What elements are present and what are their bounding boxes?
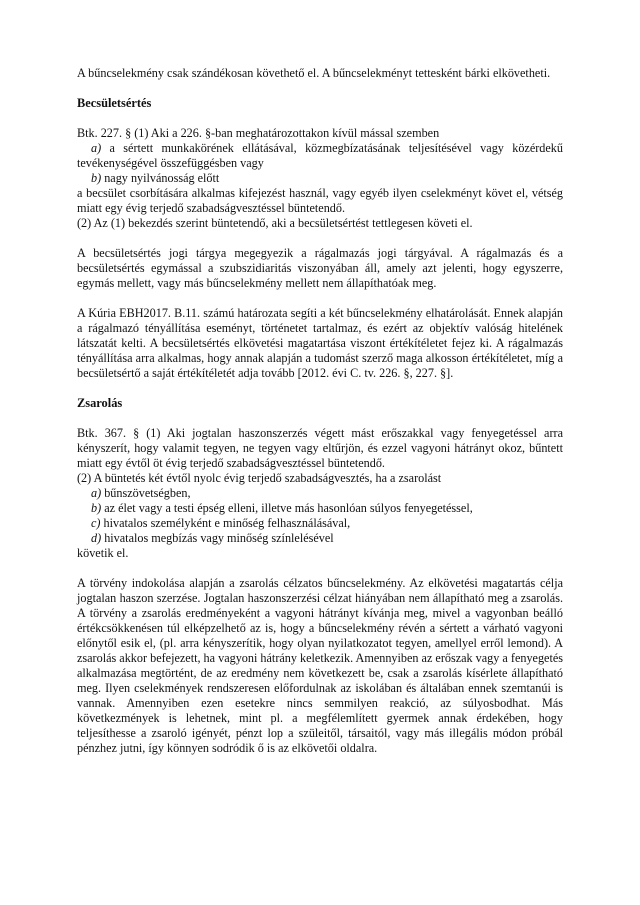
paragraph-jogi-targy: A becsületsértés jogi tárgya megegyezik a rágalmazás jogi tárgyával. A rágalmazás és a becsületsértés egymással a szubszidiaritás viszonyában áll, amely azt jelenti, hogy egyszerre, egymás mellett, vagy más bűncselekmény mellett nem állapíthatóak meg. xyxy=(77,246,563,290)
item-d-text: hivatalos megbízás vagy minőség színlelésével xyxy=(104,531,334,545)
law-367-paragraph-2: (2) A büntetés két évtől nyolc évig terjedő szabadságvesztés, ha a zsarolást xyxy=(77,471,442,485)
item-a-marker: a) xyxy=(91,486,102,500)
law-367-item-a xyxy=(77,486,563,501)
spacer xyxy=(77,291,563,306)
item-c-text: hivatalos személyként e minőség felhasználásával, xyxy=(103,516,351,530)
spacer xyxy=(77,81,563,96)
point-a-marker: a) xyxy=(91,141,102,155)
intro-paragraph: A bűncselekmény csak szándékosan követhető el. A bűncselekményt tettesként bárki elkövetheti. xyxy=(77,66,551,80)
item-b-text: az élet vagy a testi épség elleni, illetve más hasonlóan súlyos fenyegetéssel, xyxy=(104,501,473,515)
spacer xyxy=(77,111,563,126)
item-a-text: bűnszövetségben, xyxy=(104,486,191,500)
point-b-text: nagy nyilvánosság előtt xyxy=(104,171,220,185)
law-367-paragraph-1: Btk. 367. § (1) Aki jogtalan haszonszerzés végett mást erőszakkal vagy fenyegetéssel arra kényszerít, hogy valamit tegyen, ne tegyen vagy eltűrjön, és ezzel vagyoni hátrányt okoz, bűntett miatt egy évtől öt évig terjedő szabadságvesztéssel büntetendő. xyxy=(77,426,563,470)
spacer xyxy=(77,231,563,246)
zsarolas-law-text xyxy=(77,426,563,561)
law-227-rest: a becsület csorbítására alkalmas kifejezést használ, vagy egyéb ilyen cselekményt követ el, vétség miatt egy évig terjedő szabadságvesztéssel büntetendő. xyxy=(77,186,563,215)
item-c-marker: c) xyxy=(91,516,101,530)
heading-becsuletsertes: Becsületsértés xyxy=(77,96,152,110)
item-d-marker: d) xyxy=(91,531,102,545)
law-367-item-d xyxy=(77,531,563,546)
spacer xyxy=(77,411,563,426)
spacer xyxy=(77,381,563,396)
law-227-intro: Btk. 227. § (1) Aki a 226. §-ban meghatározottakon kívül mással szemben xyxy=(77,126,440,140)
spacer xyxy=(77,561,563,576)
item-b-marker: b) xyxy=(91,501,102,515)
law-367-item-c xyxy=(77,516,563,531)
law-227-paragraph-2: (2) Az (1) bekezdés szerint büntetendő, aki a becsületsértést tettlegesen követi el. xyxy=(77,216,473,230)
becsuletsertes-law-text xyxy=(77,126,563,231)
point-a-text: a sértett munkakörének ellátásával, közmegbízatásának teljesítésével vagy közérdekű tevékenységével összefüggésben vagy xyxy=(77,141,563,170)
paragraph-kuria: A Kúria EBH2017. B.11. számú határozata segíti a két bűncselekmény elhatárolását. Ennek alapján a rágalmazó tényállítása eseményt, történetet tartalmaz, és ezért az objektív valóság hitelének látszatát kelti. A becsületsértés elkövetési magatartása viszont értékítéletet fejez ki. A rágalmazás tényállítása arra alkalmas, hogy annak alapján a tudomást szerző maga alkosson értékítéletet, míg a becsületsértő a saját értékítéletét adja tovább [2012. évi C. tv. 226. §, 227. §]. xyxy=(77,306,563,380)
law-367-end: követik el. xyxy=(77,546,129,560)
heading-zsarolas: Zsarolás xyxy=(77,396,123,410)
law-227-point-b xyxy=(77,171,563,186)
law-227-point-a xyxy=(77,141,563,171)
law-367-item-b xyxy=(77,501,563,516)
paragraph-indokolas: A törvény indokolása alapján a zsarolás célzatos bűncselekmény. Az elkövetési magatartás célja jogtalan haszon szerzése. Jogtalan haszonszerzési célzat hiányában nem állapítható meg a zsarolás. A törvény a zsarolás eredményeként a vagyoni hátrányt kívánja meg, mivel a vagyonban beálló értékcsökkenésen túl elképzelhető az is, hogy a bűncselekmény révén a sértett a várható vagyoni előnytől esik el, (pl. arra kényszerítik, hogy olyan nyilatkozatot tegyen, amellyel erről lemond). A zsarolás akkor befejezett, ha vagyoni hátrány keletkezik. Amennyiben az erőszak vagy a fenyegetés alkalmazása megtörtént, de az eredmény nem következett be, csak a zsarolás kísérlete állapítható meg. Ilyen cselekmények rendszeresen előfordulnak az iskolában és általában ennek szemtanúi is vannak. Amennyiben ezen esetekre nincs semmilyen reakció, az súlyosbodhat. Más következmények is lehetnek, mint pl. a megfélemlített gyermek annak érdekében, hogy teljesíthesse a zsaroló igényét, pénzt lop a szüleitől, társaitól, vagy más illegális módon próbál pénzhez jutni, így könnyen sodródik ő is az elkövetői oldalra. xyxy=(77,576,563,755)
document-page xyxy=(77,66,563,756)
point-b-marker: b) xyxy=(91,171,102,185)
